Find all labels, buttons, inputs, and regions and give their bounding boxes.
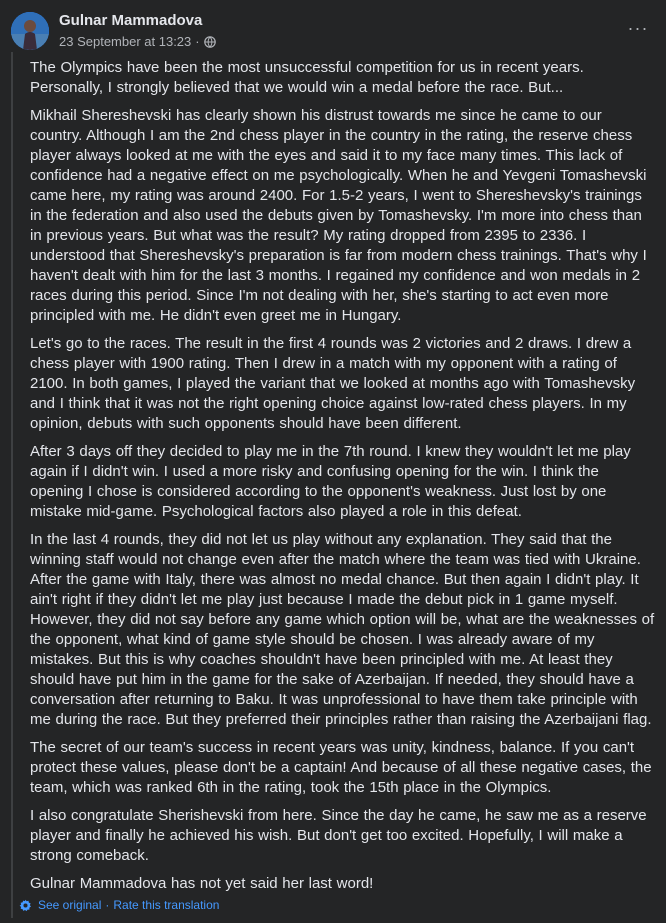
paragraph: Let's go to the races. The result in the first 4 rounds was 2 victories and 2 draws. I drew a chess player with 1900 rating. Then I drew in a match with my opponent with a rating of 2100. In both games, I played the variant that we looked at months ago with Tomashevsky and I think that it was not the right opening choice against low-rated chess players. In my opinion, debuts with such opponents should have been different.: [30, 335, 636, 432]
meta-separator: ·: [195, 34, 200, 49]
paragraph: The secret of our team's success in recent years was unity, kindness, balance. If you can't protect these values, please don't be a captain! And because of all these negative cases, the team, which was ranked 6th in the rating, took the 15th place in the Olympics.: [30, 739, 652, 796]
paragraph: After 3 days off they decided to play me in the 7th round. I knew they wouldn't let me play again if I didn't win. I used a more risky and confusing opening for the win. I think the opening I chose is considered according to the opponent's weakness. Just lost by one mistake mid-game. Psychological factors also played a role in this defeat.: [30, 443, 631, 520]
more-horizontal-icon: ···: [627, 17, 649, 38]
see-original-link[interactable]: See original: [38, 898, 102, 912]
post-text: [13, 52, 656, 894]
paragraph: The Olympics have been the most unsuccessful competition for us in recent years. Personally, I strongly believed that we would win a medal before the race. But...: [30, 59, 584, 96]
footer-separator: ·: [105, 898, 110, 912]
avatar[interactable]: [11, 12, 49, 50]
paragraph: Mikhail Shereshevski has clearly shown his distrust towards me since he came to our country. Although I am the 2nd chess player in the country in the rating, the reserve chess player always looked at me with the eyes and said it to my face many times. This lack of confidence had a negative effect on me psychologically. When he and Yevgeni Tomashevski came here, my rating was around 2400. For 1.5-2 years, I went to Shereshevsky's trainings in the federation and also used the debuts given by Tomashevsky. I'm more into chess than in previous years. But what was the result? My rating dropped from 2395 to 2336. I understood that Shereshevsky's preparation is far from modern chess trainings. That's why I haven't dealt with him for the last 3 months. I regained my confidence and won medals in 2 races during this period. Since I'm not dealing with her, she's starting to act even more principled with me. He didn't even greet me in Hungary.: [30, 107, 647, 324]
post-header: [11, 8, 656, 52]
avatar-image: [11, 12, 49, 50]
translation-footer: [19, 898, 219, 912]
author-name[interactable]: Gulnar Mammadova: [59, 12, 203, 29]
paragraph: I also congratulate Sherishevski from here. Since the day he came, he saw me as a reserve player and finally he achieved his wish. But don't get too excited. Hopefully, I will make a strong comeback.: [30, 807, 647, 864]
gear-icon: [19, 899, 32, 912]
rate-translation-link[interactable]: Rate this translation: [113, 898, 220, 912]
post-body: [11, 52, 658, 918]
paragraph: In the last 4 rounds, they did not let us play without any explanation. They said that the winning staff would not change even after the match where the team was tied with Ukraine. After the game with Italy, there was almost no medal chance. But then again I didn't play. It ain't right if they didn't let me play just because I made the debut pick in 1 game myself. However, they did not say before any game which option will be, what are the weaknesses of the opponent, what kind of game style should be chosen. I was already aware of my mistakes. But this is why coaches shouldn't have been principled with me. At least they should have put him in the game for the sake of Azerbaijan. If needed, they should have a conversation after returning to Baku. It was unprofessional to have them take principle with me during the race. But they preferred their principles rather than raising the Azerbaijani flag.: [30, 531, 655, 728]
post-meta: [59, 34, 216, 49]
timestamp[interactable]: 23 September at 13:23: [59, 34, 192, 49]
globe-icon[interactable]: [204, 36, 216, 48]
more-options-button[interactable]: [624, 14, 652, 42]
paragraph: Gulnar Mammadova has not yet said her last word!: [30, 875, 374, 892]
